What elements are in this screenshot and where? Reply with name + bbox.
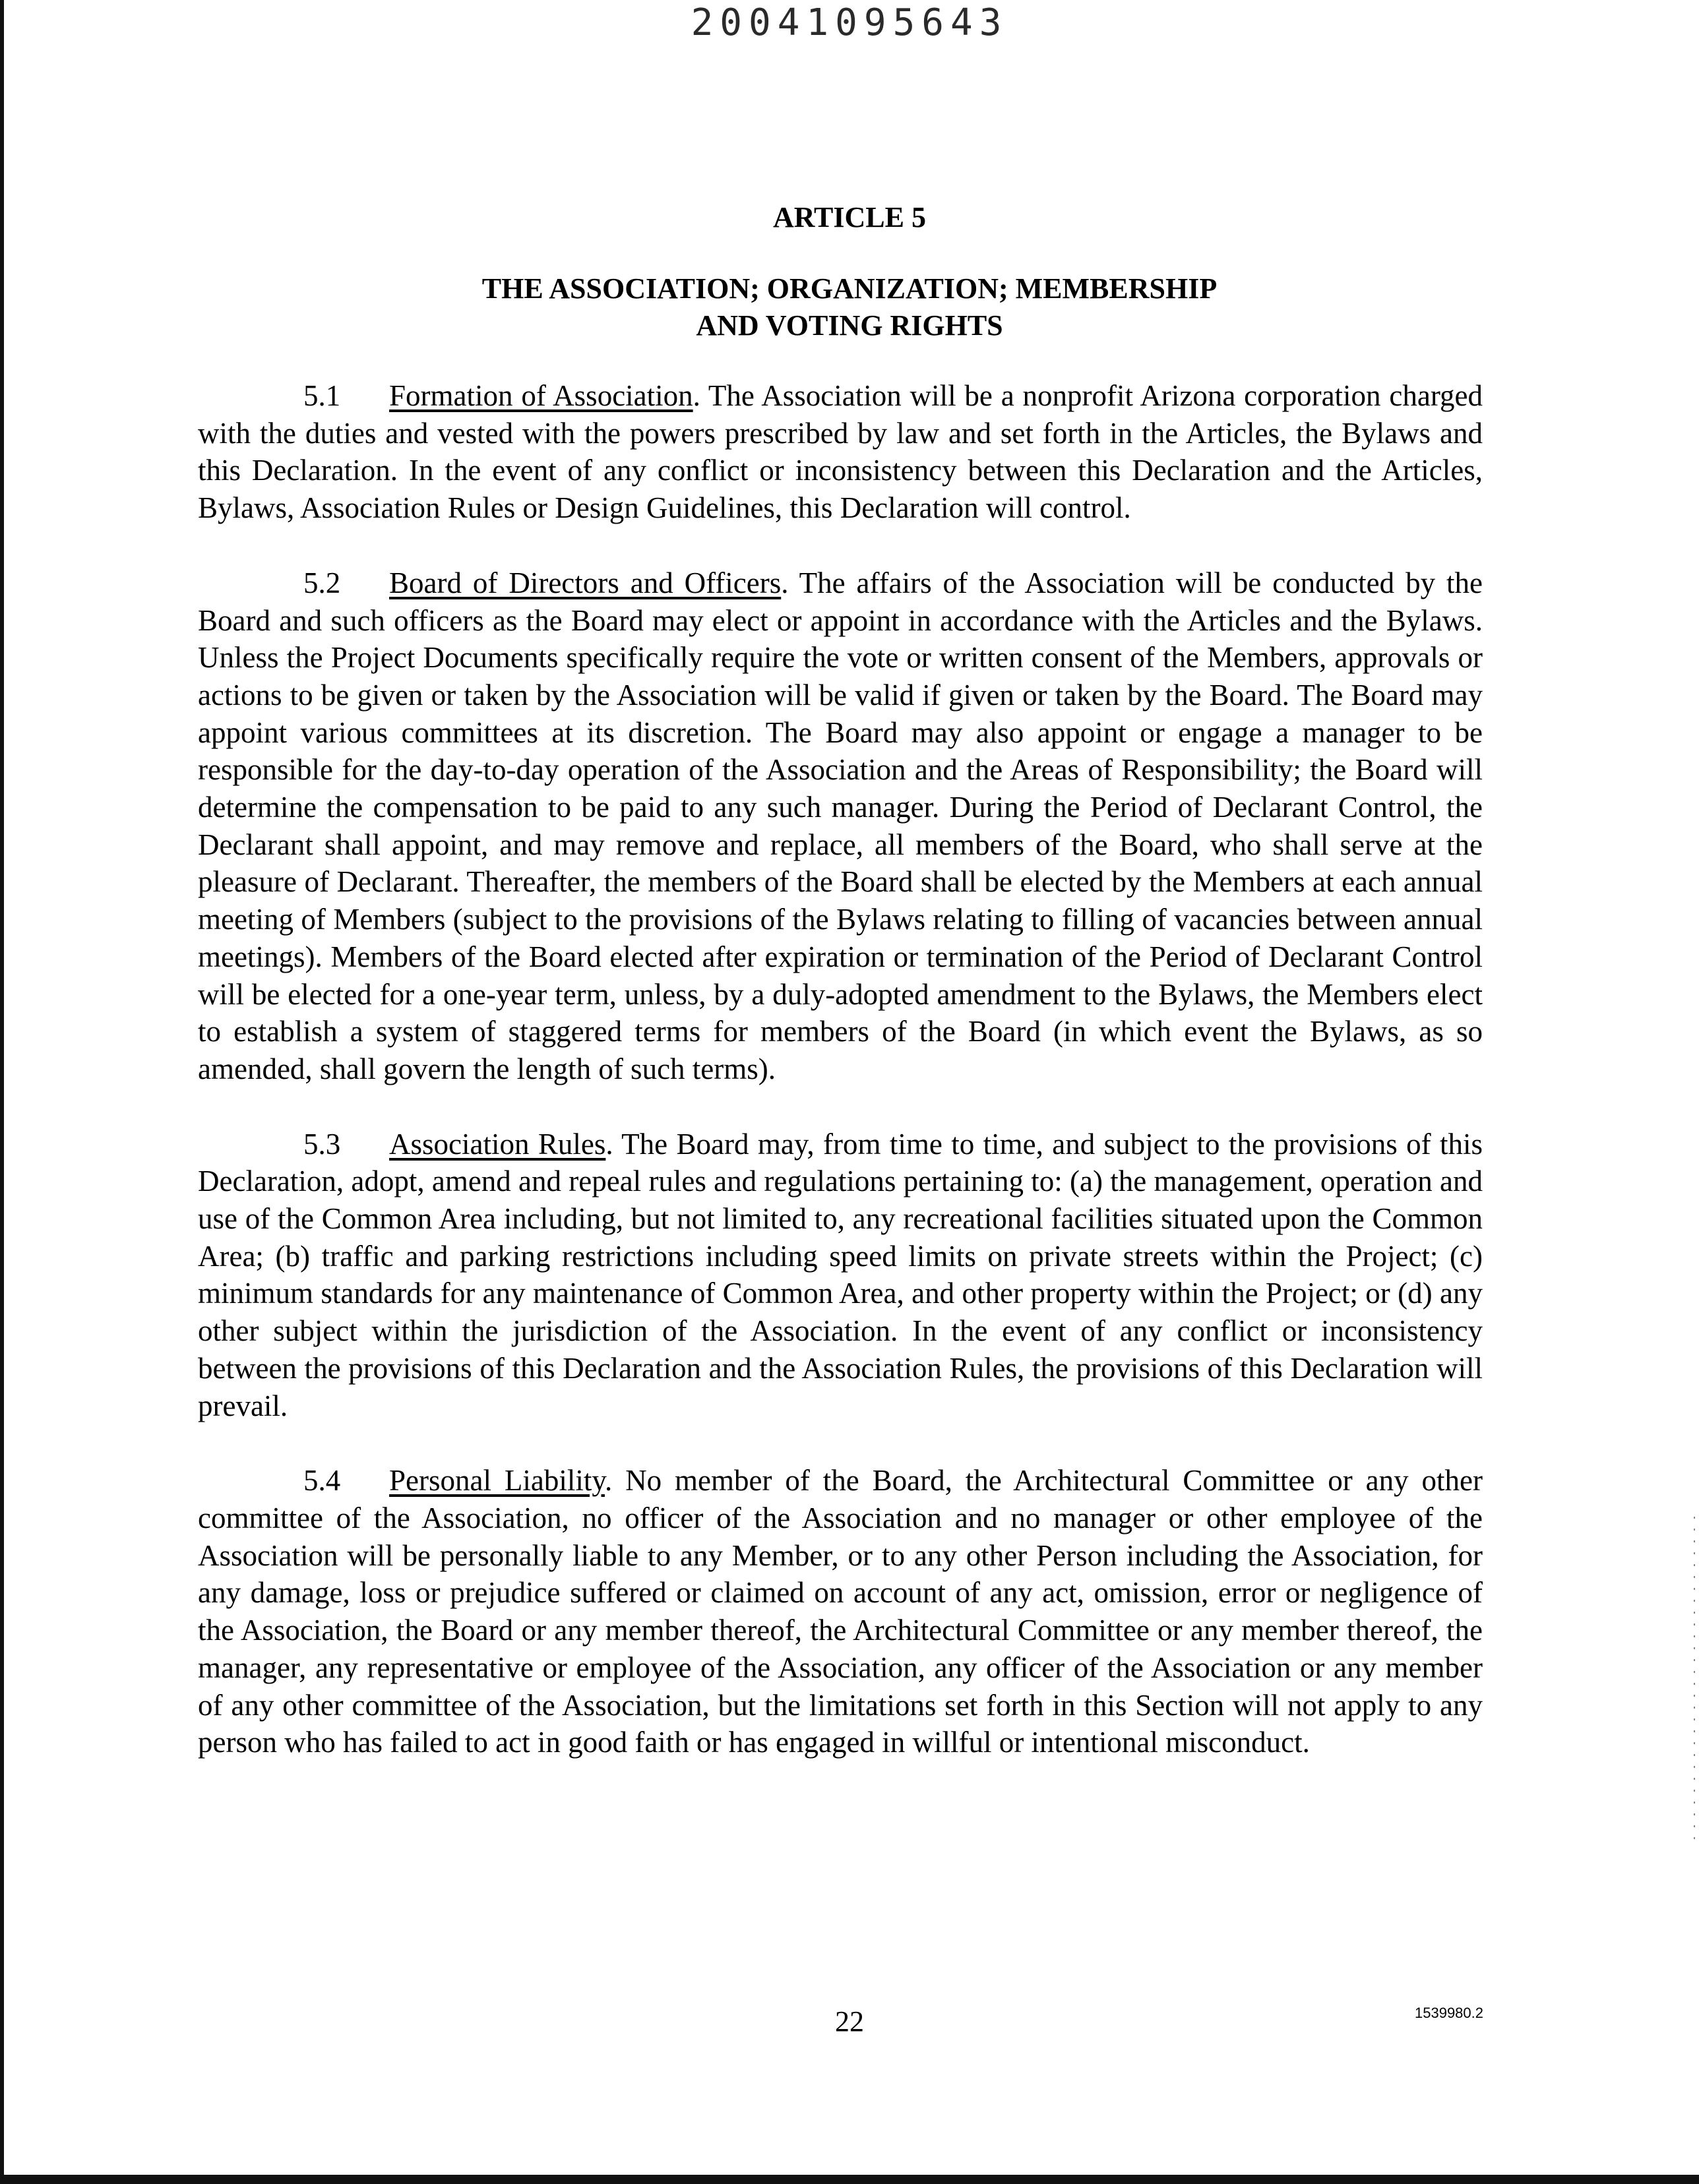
section-heading: Personal Liability xyxy=(389,1464,605,1498)
section-text: . The affairs of the Association will be conducted by the Board and such officers as the Board may elect or appoint in accordance with the Articles and the Bylaws. Unless the Project Documents specifically require the vote or written consent of the Members, approvals or actions to be given or taken by the Association will be valid if given or taken by the Board. The Board may appoint various committees at its discretion. The Board may also appoint or engage a manager to be responsible for the day-to-day operation of the Association and the Areas of Responsibility; the Board will determine the compensation to be paid to any such manager. During the Period of Declarant Control, the Declarant shall appoint, and may remove and replace, all members of the Board, who shall serve at the pleasure of Declarant. Thereafter, the members of the Board shall be elected by the Members at each annual meeting of Members (subject to the provisions of the Bylaws relating to filling of vacancies between annual meetings). Members of the Board elected after expiration or termination of the Period of Declarant Control will be elected for a one-year term, unless, by a duly-adopted amendment to the Bylaws, the Members elect to establish a system of staggered terms for members of the Board (in which event the Bylaws, as so amended, shall govern the length of such terms). xyxy=(198,566,1483,1085)
section-text: . The Association will be a nonprofit Arizona corporation charged with the duties and vested with the powers prescribed by law and set forth in the Articles, the Bylaws and this Declaration. In the event of any conflict or inconsistency between this Declaration and the Articles, Bylaws, Association Rules or Design Guidelines, this Declaration will control. xyxy=(198,379,1483,525)
section-heading: Formation of Association xyxy=(389,379,693,412)
scan-border-bottom xyxy=(0,2175,1699,2184)
section-5-4 xyxy=(198,1462,1483,1761)
section-text: . The Board may, from time to time, and subject to the provisions of this Declaration, adopt, amend and repeal rules and regulations pertaining to: (a) the management, operation and use of the Common Area including, but not limited to, any recreational facilities situated upon the Common Area; (b) traffic and parking restrictions including speed limits on private streets within the Project; (c) minimum standards for any maintenance of Common Area, and other property within the Project; or (d) any other subject within the jurisdiction of the Association. In the event of any conflict or inconsistency between the provisions of this Declaration and the Association Rules, the provisions of this Declaration will prevail. xyxy=(198,1127,1483,1422)
section-5-2 xyxy=(198,564,1483,1088)
article-body xyxy=(198,377,1483,1799)
section-5-3 xyxy=(198,1126,1483,1425)
section-number: 5.2 xyxy=(303,566,341,599)
section-number: 5.1 xyxy=(303,379,341,412)
article-subtitle-line-1: THE ASSOCIATION; ORGANIZATION; MEMBERSHIP xyxy=(481,272,1218,305)
section-5-1 xyxy=(198,377,1483,527)
article-subtitle-line-2: AND VOTING RIGHTS xyxy=(696,309,1003,342)
article-title: ARTICLE 5 xyxy=(773,201,926,233)
page-number: 22 xyxy=(835,2005,864,2038)
section-heading: Association Rules xyxy=(389,1127,606,1161)
section-heading: Board of Directors and Officers xyxy=(389,566,782,599)
section-text: . No member of the Board, the Architectural Committee or any other committee of the Association, no officer of the Association and no manager or other employee of the Association will be personally liable to any Member, or to any other Person including the Association, for any damage, loss or prejudice suffered or claimed on account of any act, omission, error or negligence of the Association, the Board or any member thereof, the Architectural Committee or any member thereof, the manager, any representative or employee of the Association, any officer of the Association or any member of any other committee of the Association, but the limitations set forth in this Section will not apply to any person who has failed to act in good faith or has engaged in willful or intentional misconduct. xyxy=(198,1464,1483,1759)
section-number: 5.4 xyxy=(303,1464,341,1498)
scan-edge-artifact xyxy=(1694,1517,1695,1846)
section-number: 5.3 xyxy=(303,1127,341,1161)
article-subtitle xyxy=(0,270,1699,344)
recording-number: 20041095643 xyxy=(691,1,1008,44)
document-reference: 1539980.2 xyxy=(1415,2005,1483,2021)
